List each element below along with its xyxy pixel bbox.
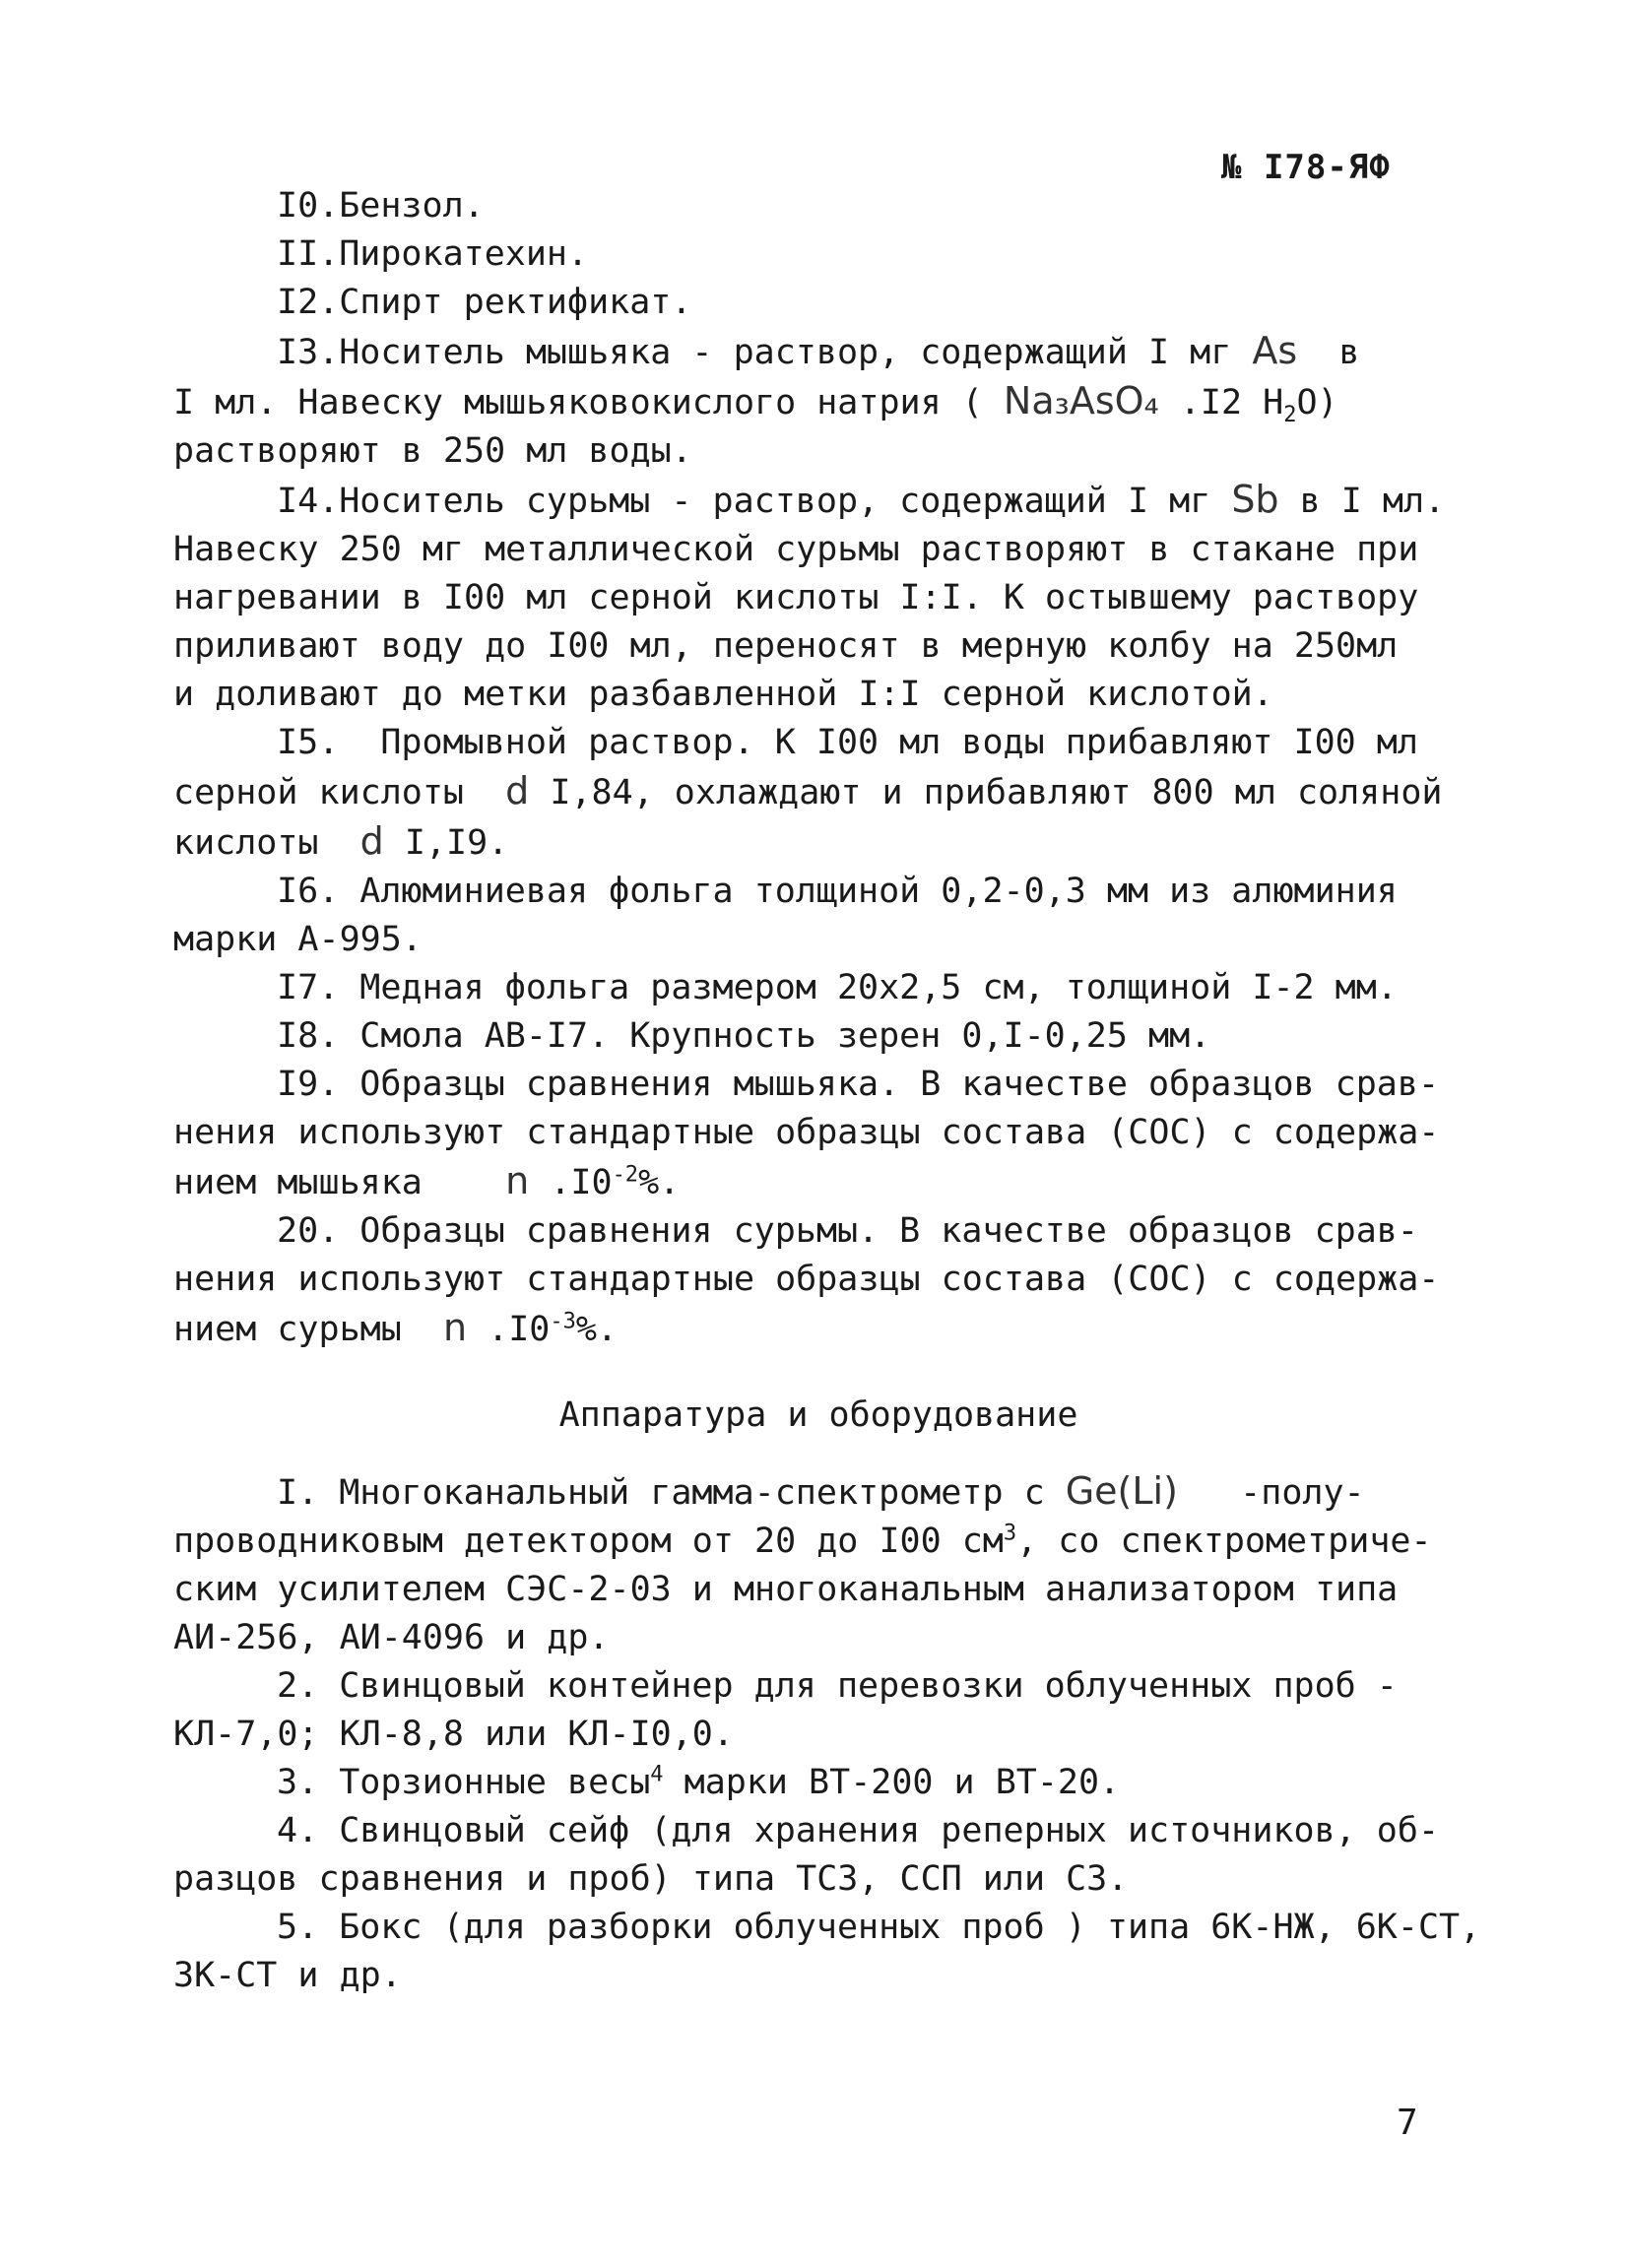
reagent-item-15: I5. Промывной раствор. К I00 мл воды прибавляют I00 мл серной кислоты d I,84, охлаждают и прибавляют 800 мл соляной кислоты d I,I9. — [173, 723, 1443, 863]
equipment-item-2: 2. Свинцовый контейнер для перевозки облученных проб - КЛ-7,0; КЛ-8,8 или КЛ-I0,0. — [173, 1666, 1398, 1754]
reagent-item-14: I4.Носитель сурьмы - раствор, содержащий I мг Sb в I мл. Навеску 250 мг металлической сурьмы растворяют в стакане при нагревании в I00 мл серной кислоты I:I. К остывшему раствору приливают воду до I00 мл, переносят в мерную колбу на 250мл и доливают до метки разбавленной I:I серной кислотой. — [173, 478, 1446, 714]
equipment-item-4: 4. Свинцовый сейф (для хранения реперных источников, об- разцов сравнения и проб) типа ТСЗ, ССП или СЗ. — [173, 1811, 1440, 1899]
reagent-item-18: I8. Смола АВ-I7. Крупность зерен 0,I-0,25 мм. — [277, 1016, 1211, 1056]
reagent-item-12: I2.Спирт ректификат. — [277, 283, 692, 322]
equipment-item-1: I. Многоканальный гамма-спектрометр с Ge(Li) -полу- проводниковым детектором от 20 до I00 $см^3$, со спектрометриче- ским усилителем СЭС-2-03 и многоканальным анализатором типа АИ-256, АИ-4096 и др. — [173, 1469, 1432, 1657]
equipment-item-5: 5. Бокс (для разборки облученных проб ) типа 6К-НЖ, 6К-СТ, 3К-СТ и др. — [173, 1908, 1481, 1995]
reagent-item-16: I6. Алюминиевая фольга толщиной 0,2-0,3 мм из алюминия марки А-995. — [173, 872, 1398, 959]
reagent-item-17: I7. Медная фольга размером 20х2,5 см, толщиной I-2 мм. — [277, 968, 1398, 1007]
reagent-item-11: II.Пирокатехин. — [277, 234, 589, 274]
page-number: 7 — [1397, 2103, 1418, 2143]
equipment-item-3: 3. Торзионные весы$^4$ марки ВТ-200 и ВТ-20. — [277, 1762, 1121, 1802]
document-body — [173, 182, 1481, 2000]
reagent-item-13: I3.Носитель мышьяка - раствор, содержащий I мг As в I мл. Навеску мышьяковокислого натрия ( Na₃AsO₄ .I2 $H_2O$) растворяют в 250 мл воды. — [173, 329, 1360, 471]
reagent-item-20: 20. Образцы сравнения сурьмы. В качестве образцов срав- нения используют стандартные образцы состава (СОС) с содержа- нием сурьмы n $.I0^{-3}\%$. — [173, 1211, 1440, 1349]
reagent-item-19: I9. Образцы сравнения мышьяка. В качестве образцов срав- нения используют стандартные образцы состава (СОС) с содержа- нием мышьяка n $.I0^{-2}\%$. — [173, 1065, 1440, 1202]
section-heading-equipment: Аппаратура и оборудование — [558, 1395, 1078, 1435]
reagent-item-10: I0.Бензол. — [277, 186, 485, 226]
document-number: № I78-ЯФ — [1221, 148, 1391, 187]
